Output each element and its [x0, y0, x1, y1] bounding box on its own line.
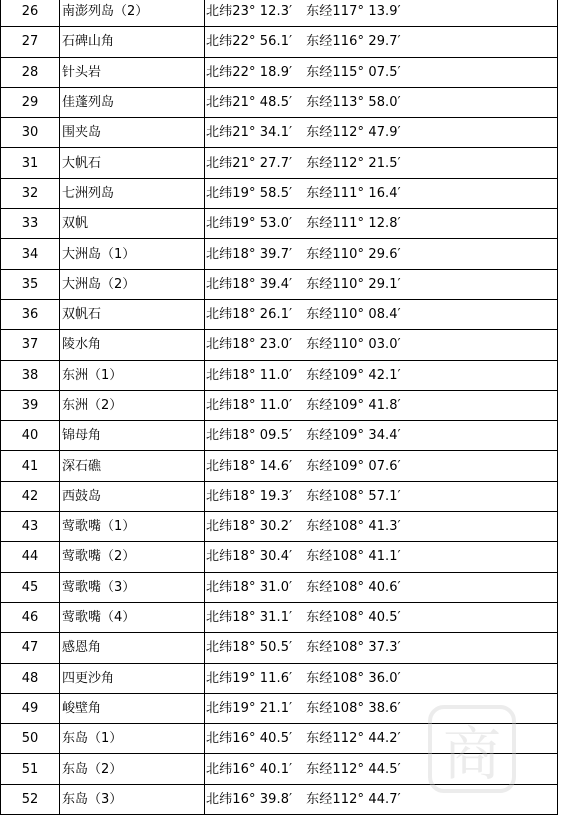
- coordinates: [205, 481, 558, 511]
- table-body: [1, 0, 558, 815]
- latitude: 北纬19° 53.0′: [206, 216, 293, 232]
- point-name: 东洲（1）: [60, 360, 205, 390]
- point-name: 东岛（1）: [60, 724, 205, 754]
- table-row: [1, 542, 558, 572]
- longitude: 东经109° 41.8′: [306, 398, 401, 413]
- longitude: 东经117° 13.9′: [306, 4, 401, 20]
- row-number: 32: [1, 178, 60, 208]
- coordinates: [205, 87, 558, 117]
- point-name: 东岛（3）: [60, 784, 205, 814]
- latitude: 北纬18° 11.0′: [206, 367, 293, 383]
- latitude: 北纬18° 31.1′: [206, 610, 293, 626]
- point-name: 七洲列岛: [60, 178, 205, 208]
- coordinates: [205, 542, 558, 572]
- latitude: 北纬18° 30.2′: [206, 519, 293, 535]
- latitude: 北纬21° 27.7′: [206, 155, 293, 171]
- point-name: 东岛（2）: [60, 754, 205, 784]
- latitude: 北纬18° 31.0′: [206, 579, 293, 595]
- table-row: [1, 118, 558, 148]
- latitude: 北纬23° 12.3′: [206, 4, 293, 20]
- coordinates: [205, 118, 558, 148]
- row-number: 52: [1, 784, 60, 814]
- row-number: 38: [1, 360, 60, 390]
- table-row: [1, 148, 558, 178]
- table-row: [1, 421, 558, 451]
- longitude: 东经116° 29.7′: [306, 34, 401, 50]
- table-row: [1, 512, 558, 542]
- coordinates: [205, 451, 558, 481]
- longitude: 东经110° 08.4′: [306, 307, 401, 323]
- table-row: [1, 209, 558, 239]
- point-name: 西鼓岛: [60, 481, 205, 511]
- table-row: [1, 481, 558, 511]
- longitude: 东经112° 44.5′: [306, 761, 401, 777]
- latitude: 北纬18° 39.7′: [206, 246, 293, 262]
- point-name: 深石礁: [60, 451, 205, 481]
- latitude: 北纬18° 30.4′: [206, 549, 293, 565]
- row-number: 26: [1, 0, 60, 27]
- row-number: 29: [1, 87, 60, 117]
- row-number: 39: [1, 390, 60, 420]
- point-name: 莺歌嘴（2）: [60, 542, 205, 572]
- table-row: [1, 239, 558, 269]
- coordinates: [205, 512, 558, 542]
- coordinates: [205, 633, 558, 663]
- table-row: [1, 572, 558, 602]
- latitude: 北纬18° 50.5′: [206, 640, 293, 656]
- point-name: 双帆: [60, 209, 205, 239]
- row-number: 34: [1, 239, 60, 269]
- point-name: 莺歌嘴（4）: [60, 602, 205, 632]
- table-row: [1, 178, 558, 208]
- table-row: [1, 269, 558, 299]
- row-number: 36: [1, 299, 60, 329]
- row-number: 47: [1, 633, 60, 663]
- watermark-logo: [428, 705, 516, 793]
- latitude: 北纬19° 58.5′: [206, 185, 293, 201]
- point-name: 感恩角: [60, 633, 205, 663]
- coordinates: [205, 209, 558, 239]
- latitude: 北纬16° 40.1′: [206, 761, 293, 777]
- row-number: 42: [1, 481, 60, 511]
- row-number: 31: [1, 148, 60, 178]
- row-number: 46: [1, 602, 60, 632]
- coordinates: [205, 360, 558, 390]
- table-row: [1, 87, 558, 117]
- table-row: [1, 390, 558, 420]
- coordinates: [205, 330, 558, 360]
- longitude: 东经112° 47.9′: [306, 125, 401, 141]
- latitude: 北纬18° 11.0′: [206, 398, 293, 413]
- coordinates: [205, 239, 558, 269]
- point-name: 大帆石: [60, 148, 205, 178]
- longitude: 东经108° 40.5′: [306, 610, 401, 626]
- point-name: 莺歌嘴（1）: [60, 512, 205, 542]
- longitude: 东经109° 34.4′: [306, 428, 401, 444]
- point-name: 陵水角: [60, 330, 205, 360]
- latitude: 北纬18° 39.4′: [206, 276, 293, 292]
- longitude: 东经112° 21.5′: [306, 155, 401, 171]
- latitude: 北纬18° 09.5′: [206, 428, 293, 444]
- latitude: 北纬21° 48.5′: [206, 95, 293, 111]
- longitude: 东经112° 44.2′: [306, 731, 401, 747]
- latitude: 北纬21° 34.1′: [206, 125, 293, 141]
- longitude: 东经109° 07.6′: [306, 458, 401, 474]
- coordinates: [205, 269, 558, 299]
- latitude: 北纬19° 21.1′: [206, 700, 293, 716]
- table-row: [1, 360, 558, 390]
- latitude: 北纬19° 11.6′: [206, 670, 293, 686]
- longitude: 东经109° 42.1′: [306, 367, 401, 383]
- point-name: 双帆石: [60, 299, 205, 329]
- longitude: 东经108° 37.3′: [306, 640, 401, 656]
- coordinates: [205, 602, 558, 632]
- table-row: [1, 330, 558, 360]
- longitude: 东经110° 29.6′: [306, 246, 401, 262]
- latitude: 北纬22° 18.9′: [206, 64, 293, 80]
- latitude: 北纬16° 39.8′: [206, 791, 293, 807]
- row-number: 37: [1, 330, 60, 360]
- coordinates: [205, 299, 558, 329]
- longitude: 东经108° 36.0′: [306, 670, 401, 686]
- point-name: 东洲（2）: [60, 390, 205, 420]
- point-name: 大洲岛（1）: [60, 239, 205, 269]
- point-name: 佳蓬列岛: [60, 87, 205, 117]
- row-number: 41: [1, 451, 60, 481]
- latitude: 北纬18° 23.0′: [206, 337, 293, 353]
- point-name: 大洲岛（2）: [60, 269, 205, 299]
- longitude: 东经108° 40.6′: [306, 579, 401, 595]
- coordinates: [205, 57, 558, 87]
- longitude: 东经111° 16.4′: [306, 185, 401, 201]
- row-number: 43: [1, 512, 60, 542]
- coordinates: [205, 572, 558, 602]
- latitude: 北纬18° 26.1′: [206, 307, 293, 323]
- coordinates: [205, 0, 558, 27]
- latitude: 北纬22° 56.1′: [206, 34, 293, 50]
- longitude: 东经113° 58.0′: [306, 95, 401, 111]
- coordinates: [205, 663, 558, 693]
- latitude: 北纬18° 14.6′: [206, 458, 293, 474]
- row-number: 50: [1, 724, 60, 754]
- longitude: 东经110° 29.1′: [306, 276, 401, 292]
- point-name: 针头岩: [60, 57, 205, 87]
- longitude: 东经108° 38.6′: [306, 700, 401, 716]
- table-row: [1, 57, 558, 87]
- longitude: 东经108° 41.3′: [306, 519, 401, 535]
- table-row: [1, 663, 558, 693]
- row-number: 27: [1, 27, 60, 57]
- point-name: 围夹岛: [60, 118, 205, 148]
- point-name: 锦母角: [60, 421, 205, 451]
- row-number: 45: [1, 572, 60, 602]
- row-number: 35: [1, 269, 60, 299]
- table-row: [1, 633, 558, 663]
- longitude: 东经108° 57.1′: [306, 488, 401, 504]
- longitude: 东经112° 44.7′: [306, 791, 401, 807]
- point-name: 四更沙角: [60, 663, 205, 693]
- row-number: 40: [1, 421, 60, 451]
- table-row: [1, 451, 558, 481]
- coordinates: [205, 148, 558, 178]
- point-name: 峻壁角: [60, 693, 205, 723]
- coordinates: [205, 421, 558, 451]
- longitude: 东经115° 07.5′: [306, 64, 401, 80]
- table-row: [1, 27, 558, 57]
- coordinates: [205, 178, 558, 208]
- coordinates: [205, 390, 558, 420]
- table-row: [1, 0, 558, 27]
- longitude: 东经110° 03.0′: [306, 337, 401, 353]
- coordinates: [205, 27, 558, 57]
- row-number: 28: [1, 57, 60, 87]
- longitude: 东经108° 41.1′: [306, 549, 401, 565]
- row-number: 48: [1, 663, 60, 693]
- row-number: 49: [1, 693, 60, 723]
- point-name: 石碑山角: [60, 27, 205, 57]
- point-name: 南澎列岛（2）: [60, 0, 205, 27]
- latitude: 北纬16° 40.5′: [206, 731, 293, 747]
- row-number: 30: [1, 118, 60, 148]
- longitude: 东经111° 12.8′: [306, 216, 401, 232]
- row-number: 33: [1, 209, 60, 239]
- row-number: 44: [1, 542, 60, 572]
- watermark-glyph: 商: [442, 720, 501, 788]
- latitude: 北纬18° 19.3′: [206, 488, 293, 504]
- point-name: 莺歌嘴（3）: [60, 572, 205, 602]
- table-row: [1, 602, 558, 632]
- table-row: [1, 299, 558, 329]
- row-number: 51: [1, 754, 60, 784]
